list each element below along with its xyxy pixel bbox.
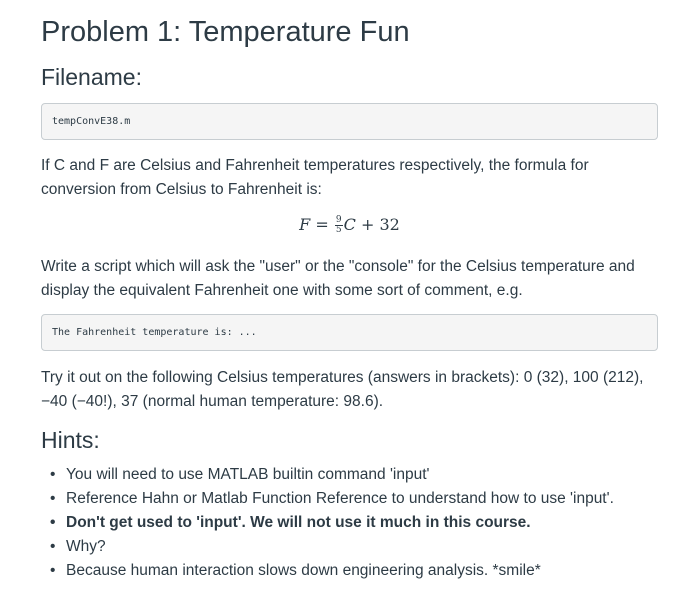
example-code: The Fahrenheit temperature is: ...: [52, 327, 257, 338]
hint-item: [41, 535, 658, 559]
filename-code: tempConvE38.m: [52, 116, 131, 127]
formula-var: C: [343, 215, 356, 234]
bullet-icon: •: [50, 514, 56, 531]
hint-text: You will need to use MATLAB builtin command 'input': [66, 466, 430, 483]
hint-item: [41, 559, 658, 583]
formula-equals: =: [315, 215, 329, 234]
bullet-icon: •: [50, 490, 56, 507]
formula-numerator: 9: [335, 215, 342, 225]
conversion-formula: [41, 212, 658, 238]
formula-fraction: [335, 216, 343, 235]
hint-item-bold: [41, 511, 658, 535]
bullet-icon: •: [50, 538, 56, 555]
formula-lhs: F: [299, 215, 311, 234]
script-paragraph: Write a script which will ask the "user" or the "console" for the Celsius temperature and display the equivalent Fahrenheit one with some sort of comment, e.g.: [41, 258, 635, 299]
hint-item: [41, 463, 658, 487]
bullet-icon: •: [50, 466, 56, 483]
hint-item: [41, 487, 658, 511]
hint-text: Why?: [66, 538, 106, 555]
formula-rest: + 32: [360, 215, 400, 234]
hints-heading: Hints:: [41, 427, 100, 453]
bullet-icon: •: [50, 562, 56, 579]
hint-text: Reference Hahn or Matlab Function Reference to understand how to use 'input'.: [66, 490, 614, 507]
example-code-block[interactable]: [41, 314, 658, 351]
intro-paragraph: If C and F are Celsius and Fahrenheit temperatures respectively, the formula for conversion from Celsius to Fahrenheit is:: [41, 157, 589, 198]
filename-code-block[interactable]: [41, 103, 658, 140]
filename-heading: Filename:: [41, 64, 142, 90]
hints-list: [41, 463, 658, 583]
hint-text: Because human interaction slows down engineering analysis. *smile*: [66, 562, 541, 579]
hint-text: Don't get used to 'input'. We will not use it much in this course.: [66, 514, 531, 531]
page-title: Problem 1: Temperature Fun: [41, 16, 410, 48]
formula-denominator: 5: [335, 225, 342, 235]
try-paragraph: Try it out on the following Celsius temperatures (answers in brackets): 0 (32), 100 (212), −40 (−40!), 37 (normal human temperature: 98.6).: [41, 369, 644, 410]
